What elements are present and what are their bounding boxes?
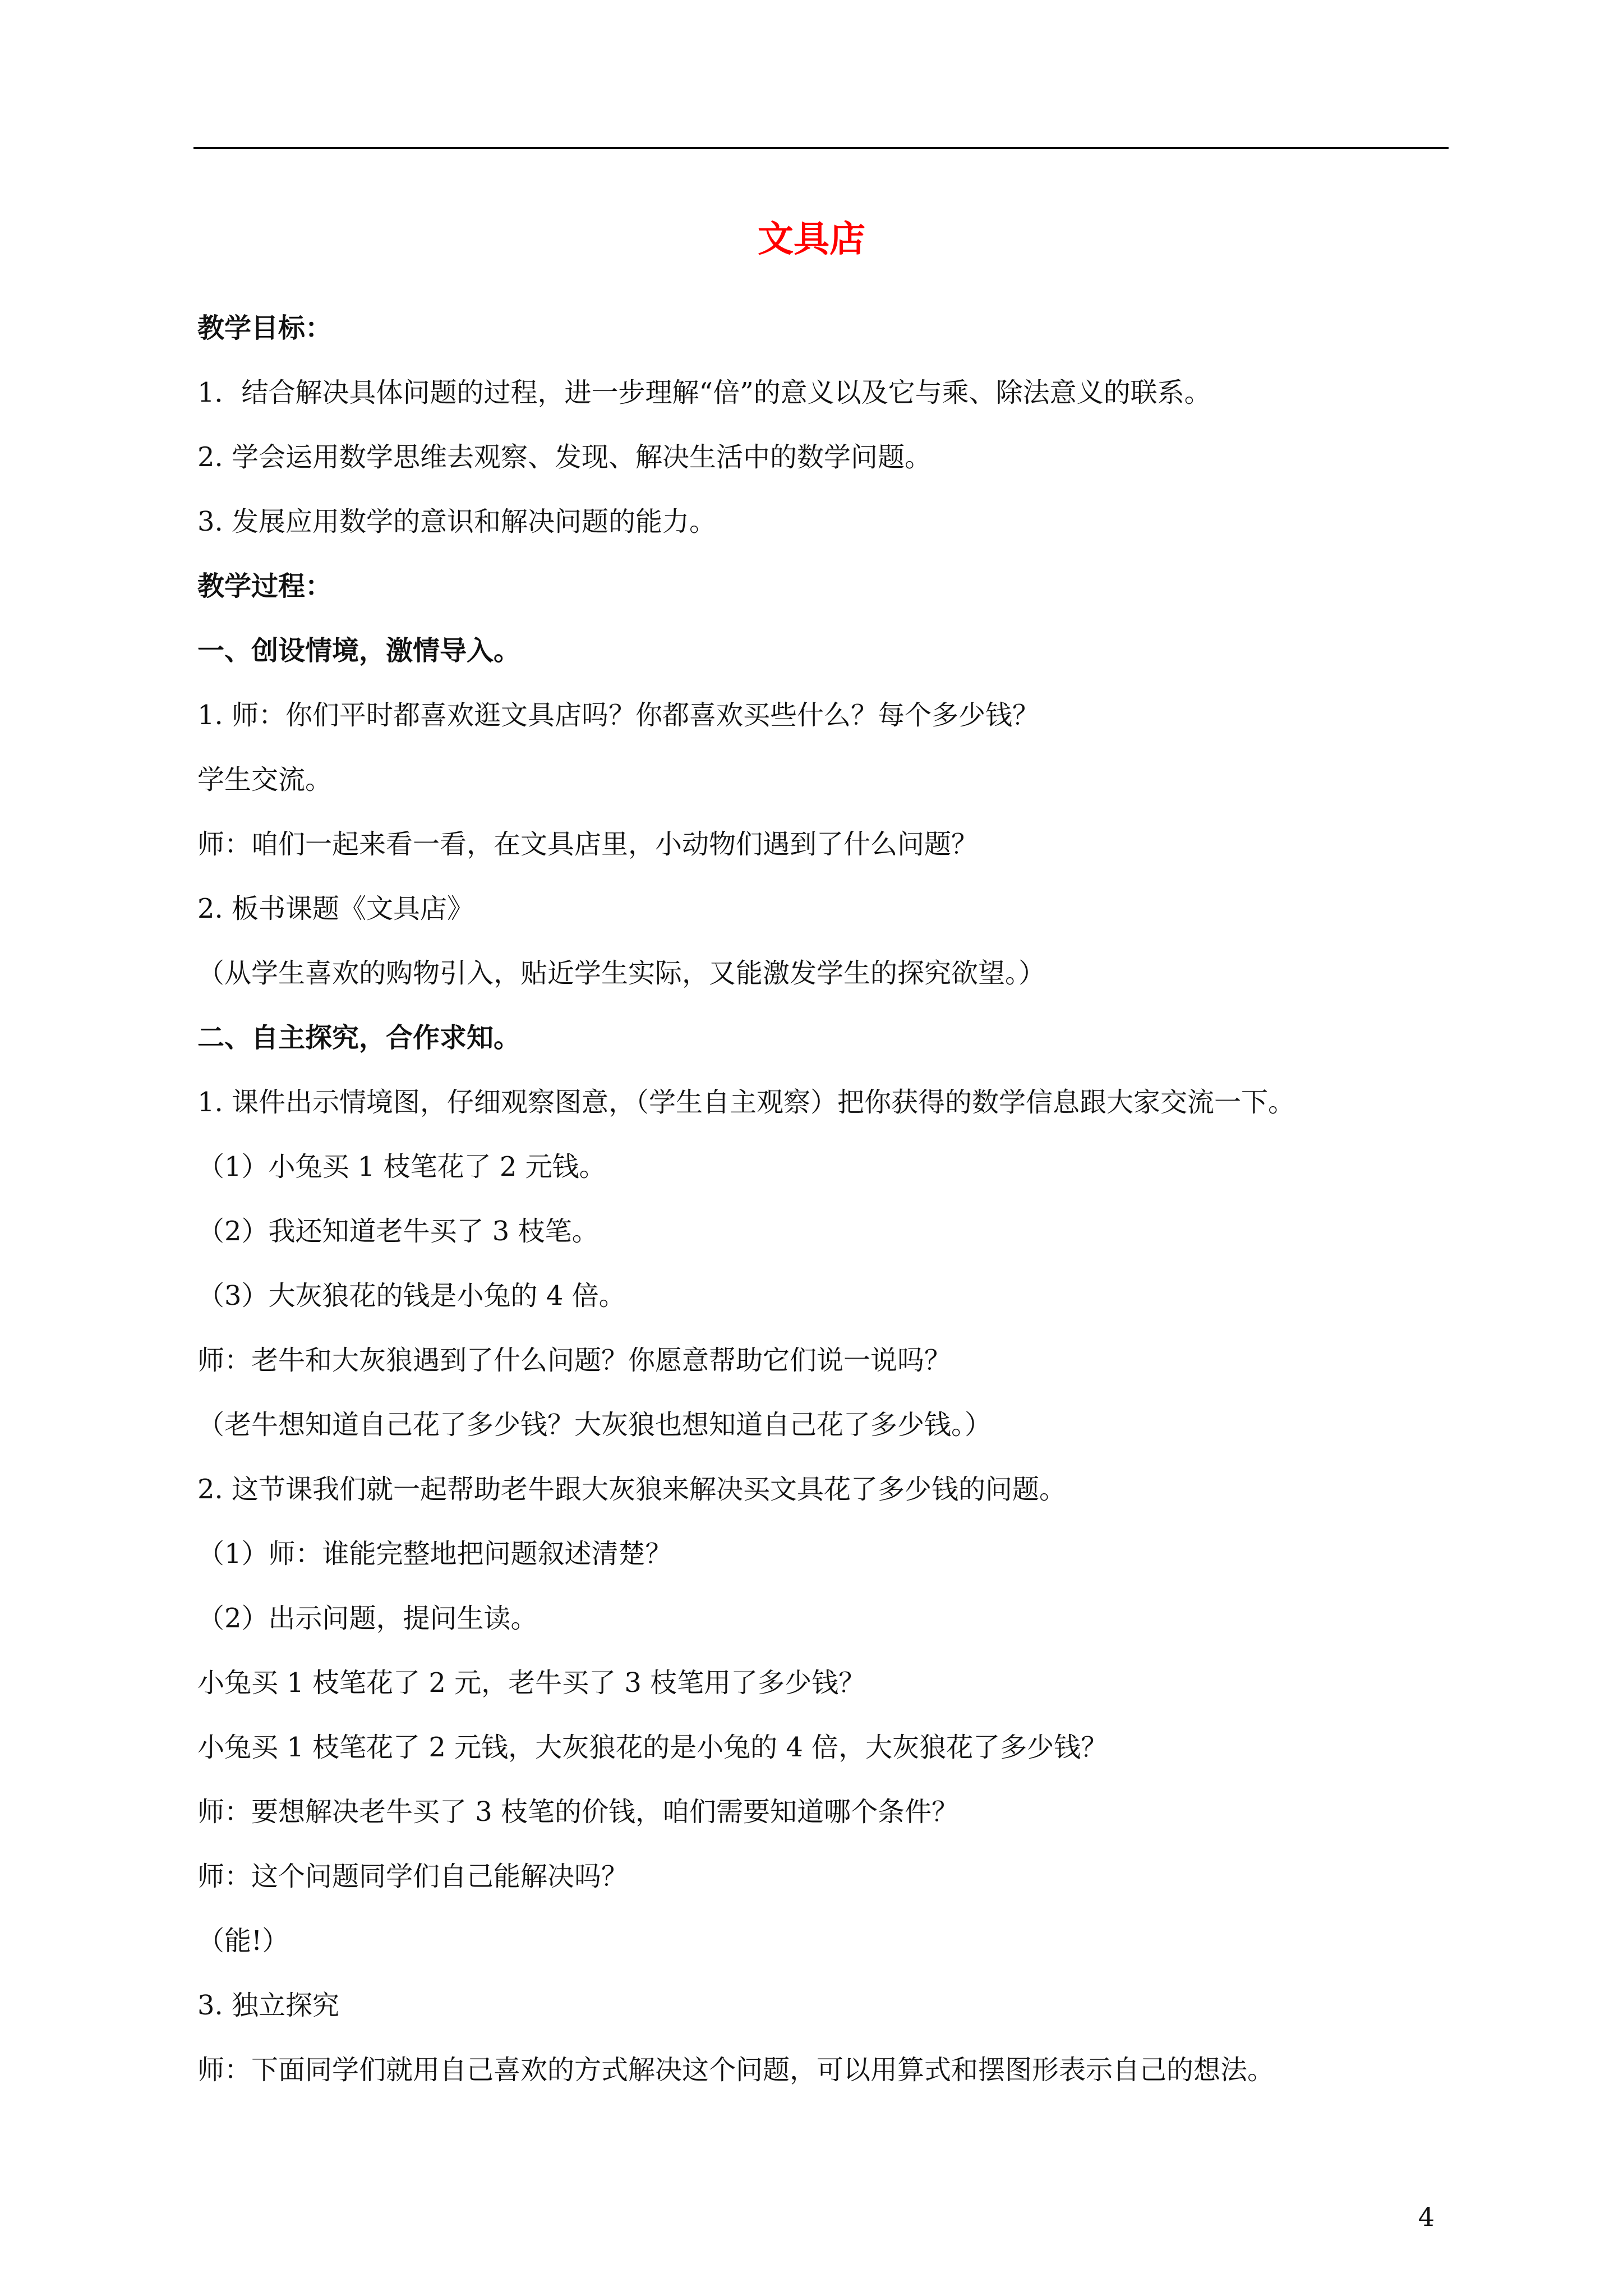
document-body [197, 296, 1448, 2102]
paragraph-line: 小兔买 1 枝笔花了 2 元，老牛买了 3 枝笔用了多少钱？ [197, 1667, 866, 1699]
paragraph-line: 小兔买 1 枝笔花了 2 元钱，大灰狼花的是小兔的 4 倍，大灰狼花了多少钱？ [197, 1732, 1108, 1763]
paragraph-line: （3）大灰狼花的钱是小兔的 4 倍。 [197, 1280, 626, 1312]
paragraph-line: 师：要想解决老牛买了 3 枝笔的价钱，咱们需要知道哪个条件？ [197, 1796, 959, 1828]
paragraph-line: 1. 师：你们平时都喜欢逛文具店吗？你都喜欢买些什么？每个多少钱？ [197, 700, 1040, 731]
paragraph-line: （从学生喜欢的购物引入，贴近学生实际，又能激发学生的探究欲望。） [197, 958, 1046, 989]
paragraph-line: 师：这个问题同学们自己能解决吗？ [197, 1861, 629, 1892]
paragraph-line: 师：咱们一起来看一看，在文具店里，小动物们遇到了什么问题？ [197, 829, 979, 860]
section-heading: 一、创设情境，激情导入。 [197, 635, 521, 666]
paragraph-line: 1．结合解决具体问题的过程，进一步理解“倍”的意义以及它与乘、除法意义的联系。 [197, 377, 1211, 408]
section-heading: 二、自主探究，合作求知。 [197, 1022, 521, 1053]
header-rule [193, 147, 1449, 149]
section-heading: 教学目标： [197, 312, 333, 344]
paragraph-line: 2. 板书课题《文具店》 [197, 893, 474, 924]
paragraph-line: （2）我还知道老牛买了 3 枝笔。 [197, 1216, 599, 1247]
document-title: 文具店 [758, 218, 865, 260]
paragraph-line: 2. 这节课我们就一起帮助老牛跟大灰狼来解决买文具花了多少钱的问题。 [197, 1474, 1067, 1505]
paragraph-line: 2. 学会运用数学思维去观察、发现、解决生活中的数学问题。 [197, 441, 932, 473]
paragraph-line: （1）师：谁能完整地把问题叙述清楚？ [197, 1538, 672, 1570]
page-number: 4 [1418, 2202, 1435, 2232]
paragraph-line: 学生交流。 [197, 764, 333, 795]
paragraph-line: （1）小兔买 1 枝笔花了 2 元钱。 [197, 1151, 606, 1182]
section-heading: 教学过程： [197, 570, 333, 602]
paragraph-line: 师：下面同学们就用自己喜欢的方式解决这个问题，可以用算式和摆图形表示自己的想法。 [197, 2054, 1275, 2086]
paragraph-line: 1. 课件出示情境图，仔细观察图意，（学生自主观察）把你获得的数学信息跟大家交流一下。 [197, 1087, 1295, 1118]
paragraph-line: 3. 发展应用数学的意识和解决问题的能力。 [197, 506, 717, 537]
paragraph-line: （2）出示问题，提问生读。 [197, 1603, 538, 1634]
paragraph-line: 师：老牛和大灰狼遇到了什么问题？你愿意帮助它们说一说吗？ [197, 1345, 952, 1376]
paragraph-line: 3. 独立探究 [197, 1990, 340, 2021]
paragraph-line: （老牛想知道自己花了多少钱？大灰狼也想知道自己花了多少钱。） [197, 1409, 992, 1441]
paragraph-line: （能!） [197, 1925, 289, 1957]
